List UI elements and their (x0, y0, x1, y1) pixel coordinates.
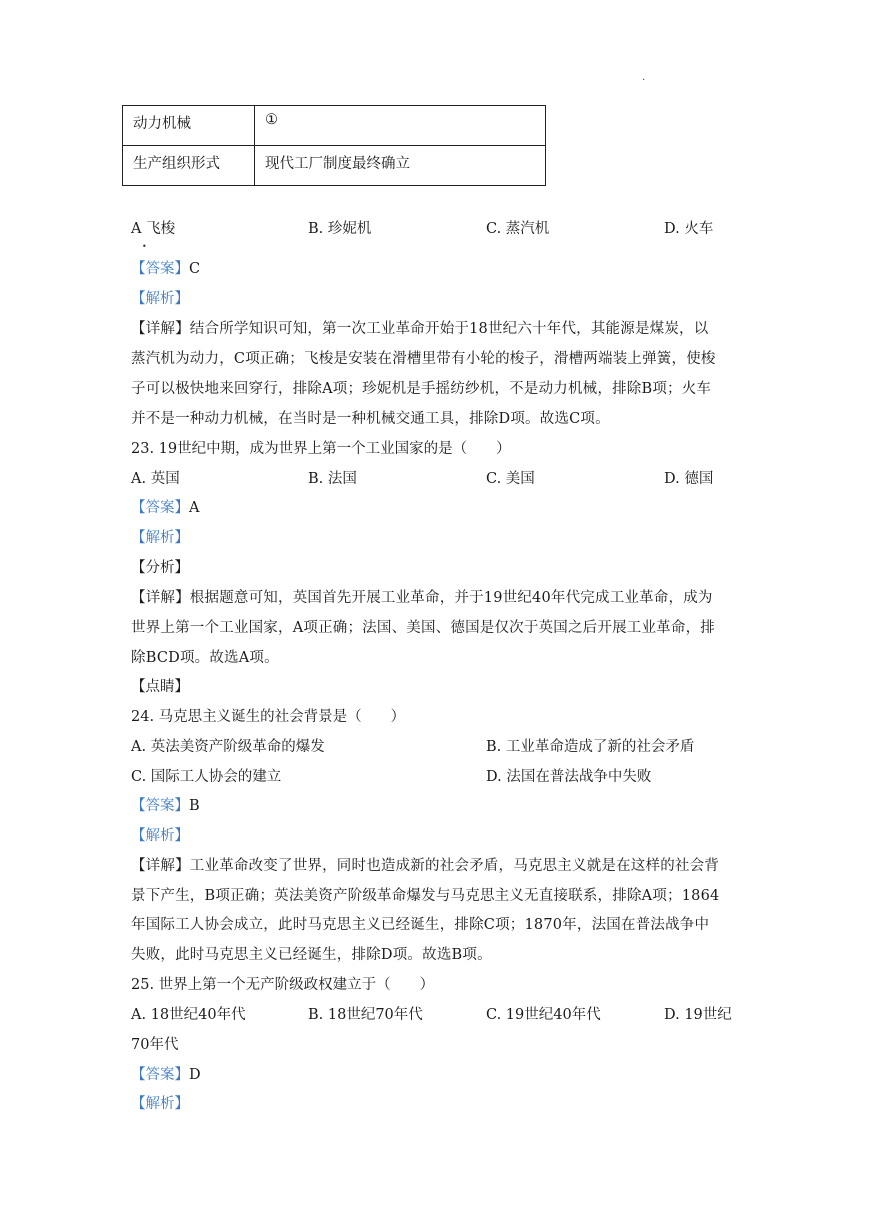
q23-analysis-tag: 【解析】 (131, 530, 189, 546)
q23-answer (131, 498, 199, 518)
q23-option-c: C. 美国 (486, 471, 535, 487)
table-cell-value: 现代工厂制度最终确立 (255, 146, 546, 186)
q24-question: 24. 马克思主义诞生的社会背景是（ ） (131, 709, 406, 725)
q24-detail-line: 年国际工人协会成立，此时马克思主义已经诞生，排除C项；1870年，法国在普法战争中 (131, 917, 710, 933)
q24-option-c: C. 国际工人协会的建立 (131, 769, 282, 785)
table-row (123, 146, 546, 186)
q22-option-b: B. 珍妮机 (308, 221, 372, 237)
q23-option-b: B. 法国 (308, 471, 357, 487)
info-table (122, 105, 546, 186)
table-row (123, 106, 546, 146)
answer-value: B (189, 798, 200, 814)
q22-answer (131, 259, 200, 279)
q22-option-a: A 飞梭 (131, 221, 176, 237)
q22-detail-line: 【详解】结合所学知识可知，第一次工业革命开始于18世纪六十年代，其能源是煤炭，以 (131, 321, 709, 337)
q23-question: 23. 19世纪中期，成为世界上第一个工业国家的是（ ） (131, 441, 511, 457)
answer-value: C (189, 261, 201, 277)
table-cell-value: ① (255, 106, 546, 146)
answer-tag: 【答案】 (131, 500, 189, 516)
page-mark: . (642, 72, 646, 83)
table-cell-label: 生产组织形式 (123, 146, 255, 186)
q25-option-a: A. 18世纪40年代 (131, 1007, 246, 1023)
q23-detail-line: 除BCD项。故选A项。 (131, 650, 279, 666)
answer-value: A (189, 500, 200, 516)
q22-option-c: C. 蒸汽机 (486, 221, 550, 237)
q23-detail-line: 【详解】根据题意可知，英国首先开展工业革命，并于19世纪40年代完成工业革命，成为 (131, 590, 713, 606)
q22-option-d: D. 火车 (664, 221, 714, 237)
q24-answer (131, 796, 200, 816)
q23-fenxi-tag: 【分析】 (131, 560, 189, 576)
q25-option-d: D. 19世纪 (664, 1007, 732, 1023)
table-cell-label: 动力机械 (123, 106, 255, 146)
q23-dianjing-tag: 【点睛】 (131, 679, 189, 695)
q25-answer (131, 1065, 201, 1085)
option-dot: • (142, 242, 147, 251)
q24-analysis-tag: 【解析】 (131, 828, 189, 844)
q22-analysis-tag: 【解析】 (131, 291, 189, 307)
q22-detail-line: 蒸汽机为动力，C项正确；飞梭是安装在滑槽里带有小轮的梭子，滑槽两端装上弹簧，使梭 (131, 351, 716, 367)
q22-detail-line: 子可以极快地来回穿行，排除A项；珍妮机是手摇纺纱机，不是动力机械，排除B项；火车 (131, 381, 712, 397)
q24-detail-line: 【详解】工业革命改变了世界，同时也造成新的社会矛盾，马克思主义就是在这样的社会背 (131, 858, 719, 874)
q25-option-b: B. 18世纪70年代 (308, 1007, 423, 1023)
answer-tag: 【答案】 (131, 1067, 189, 1083)
q24-option-a: A. 英法美资产阶级革命的爆发 (131, 739, 325, 755)
q24-detail-line: 景下产生，B项正确；英法美资产阶级革命爆发与马克思主义无直接联系，排除A项；1864 (131, 888, 720, 904)
q23-detail-line: 世界上第一个工业国家，A项正确；法国、美国、德国是仅次于英国之后开展工业革命，排 (131, 620, 715, 636)
q24-option-b: B. 工业革命造成了新的社会矛盾 (486, 739, 695, 755)
q22-detail-line: 并不是一种动力机械，在当时是一种机械交通工具，排除D项。故选C项。 (131, 411, 610, 427)
q25-option-d-continued: 70年代 (131, 1037, 179, 1053)
q25-option-c: C. 19世纪40年代 (486, 1007, 601, 1023)
answer-tag: 【答案】 (131, 798, 189, 814)
q25-question: 25. 世界上第一个无产阶级政权建立于（ ） (131, 977, 435, 993)
answer-tag: 【答案】 (131, 261, 189, 277)
q23-option-d: D. 德国 (664, 471, 714, 487)
q24-detail-line: 失败，此时马克思主义已经诞生，排除D项。故选B项。 (131, 947, 492, 963)
answer-value: D (189, 1067, 201, 1083)
q24-option-d: D. 法国在普法战争中失败 (486, 769, 652, 785)
q23-option-a: A. 英国 (131, 471, 180, 487)
q25-analysis-tag: 【解析】 (131, 1096, 189, 1112)
